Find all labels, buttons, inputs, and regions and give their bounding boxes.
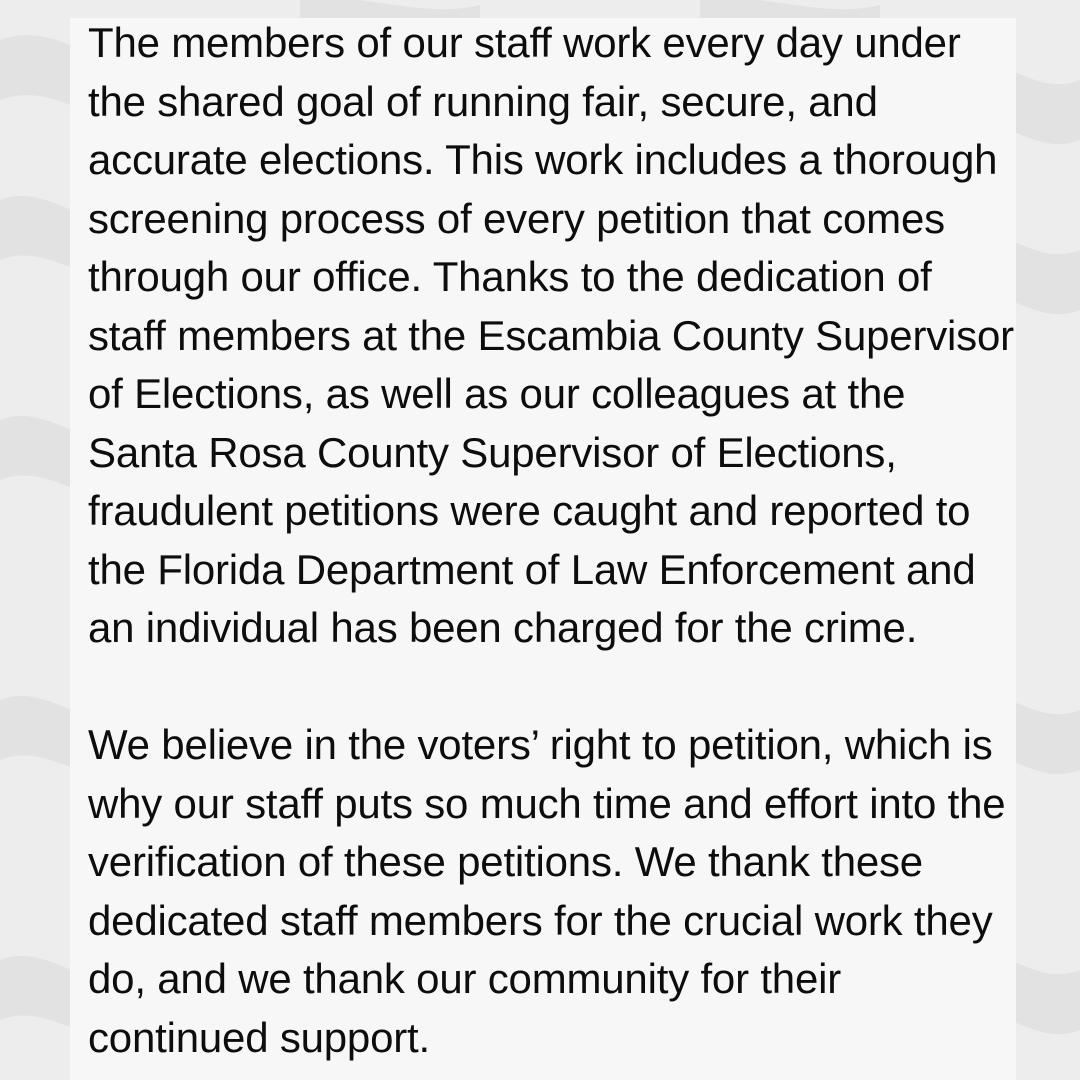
statement-paragraph-1: The members of our staff work every day under the shared goal of running fair, secure, and accurate elections. This work includes a thorough screening process of every petition that comes through our office. Thanks to the dedication of staff members at the Escambia County Supervisor of Elections, as well as our colleagues at the Santa Rosa County Supervisor of Elections, fraudulent petitions were caught and reported to the Florida Department of Law Enforcement and an individual has been charged for the crime. xyxy=(88,19,1014,651)
statement-text xyxy=(88,14,1018,1067)
statement-paragraph-2: We believe in the voters’ right to petition, which is why our staff puts so much time and effort into the verification of these petitions. We thank these dedicated staff members for the crucial work they do, and we thank our community for their continued support. xyxy=(88,721,1006,1061)
